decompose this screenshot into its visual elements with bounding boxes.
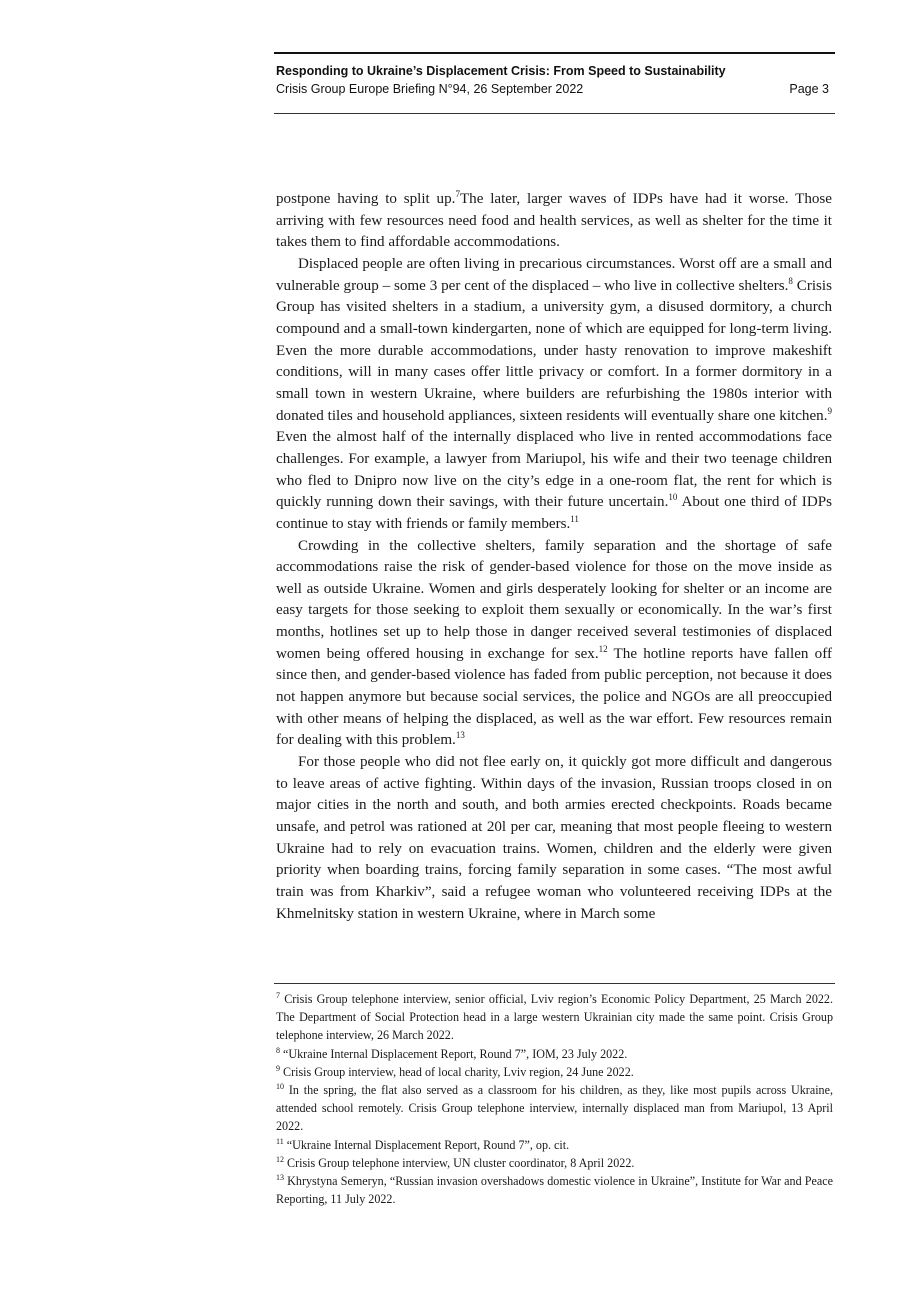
paragraph-3: Crowding in the collective shelters, family separation and the shortage of safe accommodations raise the risk of gender-based violence for those on the move inside as well as outside Ukraine. Women and girls desperately looking for shelter or an income are easy targets for those seeking to exploit them sexually or economically. In the war’s first months, hotlines set up to help those in danger received several testimonies of displaced women being offered housing in exchange for sex.$^{12}$ The hotline reports have fallen off since then, and gender-based violence has faded from public perception, not because it does not happen anymore but because social services, the police and NGOs are all preoccupied with other means of helping the displaced, as well as the war effort. Few resources remain for dealing with this problem.$^{13}$ [276,537,832,749]
page-number: Page 3 [789,82,829,96]
footnote-9: $^9$ Crisis Group interview, head of local charity, Lviv region, 24 June 2022. [276,1063,634,1079]
footnote-ref-7[interactable]: 7 [455,188,460,199]
footnotes [276,990,833,1208]
footnote-7: $^7$ Crisis Group telephone interview, senior official, Lviv region’s Economic Policy Department, 25 March 2022. The Department of Social Protection head in a large western Ukrainian city made the same point. Crisis Group telephone interview, 26 March 2022. [276,990,833,1043]
footnote-ref-9[interactable]: 9 [827,405,832,416]
footnote-8: $^8$ “Ukraine Internal Displacement Report, Round 7”, IOM, 23 July 2022. [276,1045,628,1061]
footnote-12: $^{12}$ Crisis Group telephone interview, UN cluster coordinator, 8 April 2022. [276,1154,635,1170]
paragraph-2: Displaced people are often living in precarious circumstances. Worst off are a small and vulnerable group – some 3 per cent of the displaced – who live in collective shelters.$^8$ Crisis Group has visited shelters in a stadium, a university gym, a disused dormitory, a church compound and a small-town kindergarten, none of which are equipped for long-term living. Even the more durable accommodations, under hasty renovation to improve makeshift conditions, will in many cases offer little privacy or comfort. In a former dormitory in a small town in western Ukraine, where builders are refurbishing the 1980s interior with donated tiles and household appliances, sixteen residents will eventually share one kitchen.$^9$ Even the almost half of the internally displaced who live in rented accommodations face challenges. For example, a lawyer from Mariupol, his wife and their two teenage children who fled to Dnipro now live on the city’s edge in a one-room flat, the rent for which is quickly running down their savings, with their future uncertain.$^{10}$ About one third of IDPs continue to stay with friends or family members.$^{11}$ [276,255,832,532]
footnote-ref-12[interactable]: 12 [598,643,608,654]
footnote-10: $^{10}$ In the spring, the flat also served as a classroom for his children, as they, like most pupils across Ukraine, attended school remotely. Crisis Group telephone interview, internally displaced man from Mariupol, 13 April 2022. [276,1081,833,1134]
footnote-ref-8[interactable]: 8 [788,275,793,286]
footnote-ref-13[interactable]: 13 [455,730,465,741]
running-header [274,52,835,114]
footnote-13: $^{13}$ Khrystyna Semeryn, “Russian invasion overshadows domestic violence in Ukraine”, Institute for War and Peace Reporting, 11 July 2022. [276,1173,833,1207]
report-title: Responding to Ukraine’s Displacement Crisis: From Speed to Sustainability [276,64,726,78]
footnote-ref-10[interactable]: 10 [668,492,678,503]
paragraph-4: For those people who did not flee early on, it quickly got more difficult and dangerous to leave areas of active fighting. Within days of the invasion, Russian troops closed in on major cities in the north and south, and both armies erected checkpoints. Roads became unsafe, and petrol was rationed at 20l per car, meaning that most people fleeing to western Ukraine had to rely on evacuation trains. Women, children and the elderly were given priority when boarding trains, forcing family separation in some cases. “The most awful train was from Kharkiv”, said a refugee woman who volunteered receiving IDPs at the Khmelnitsky station in western Ukraine, where in March some [276,754,832,922]
footnote-ref-11[interactable]: 11 [570,513,579,524]
footnote-divider [274,983,835,984]
footnote-11: $^{11}$ “Ukraine Internal Displacement Report, Round 7”, op. cit. [276,1136,570,1152]
body-text [276,189,832,925]
briefing-info: Crisis Group Europe Briefing N°94, 26 September 2022 [276,82,584,96]
paragraph-1: postpone having to split up.$^7$The later, larger waves of IDPs have had it worse. Those arriving with few resources need food and health services, as well as shelter for the time it takes them to find affordable accommodations. [276,188,832,251]
